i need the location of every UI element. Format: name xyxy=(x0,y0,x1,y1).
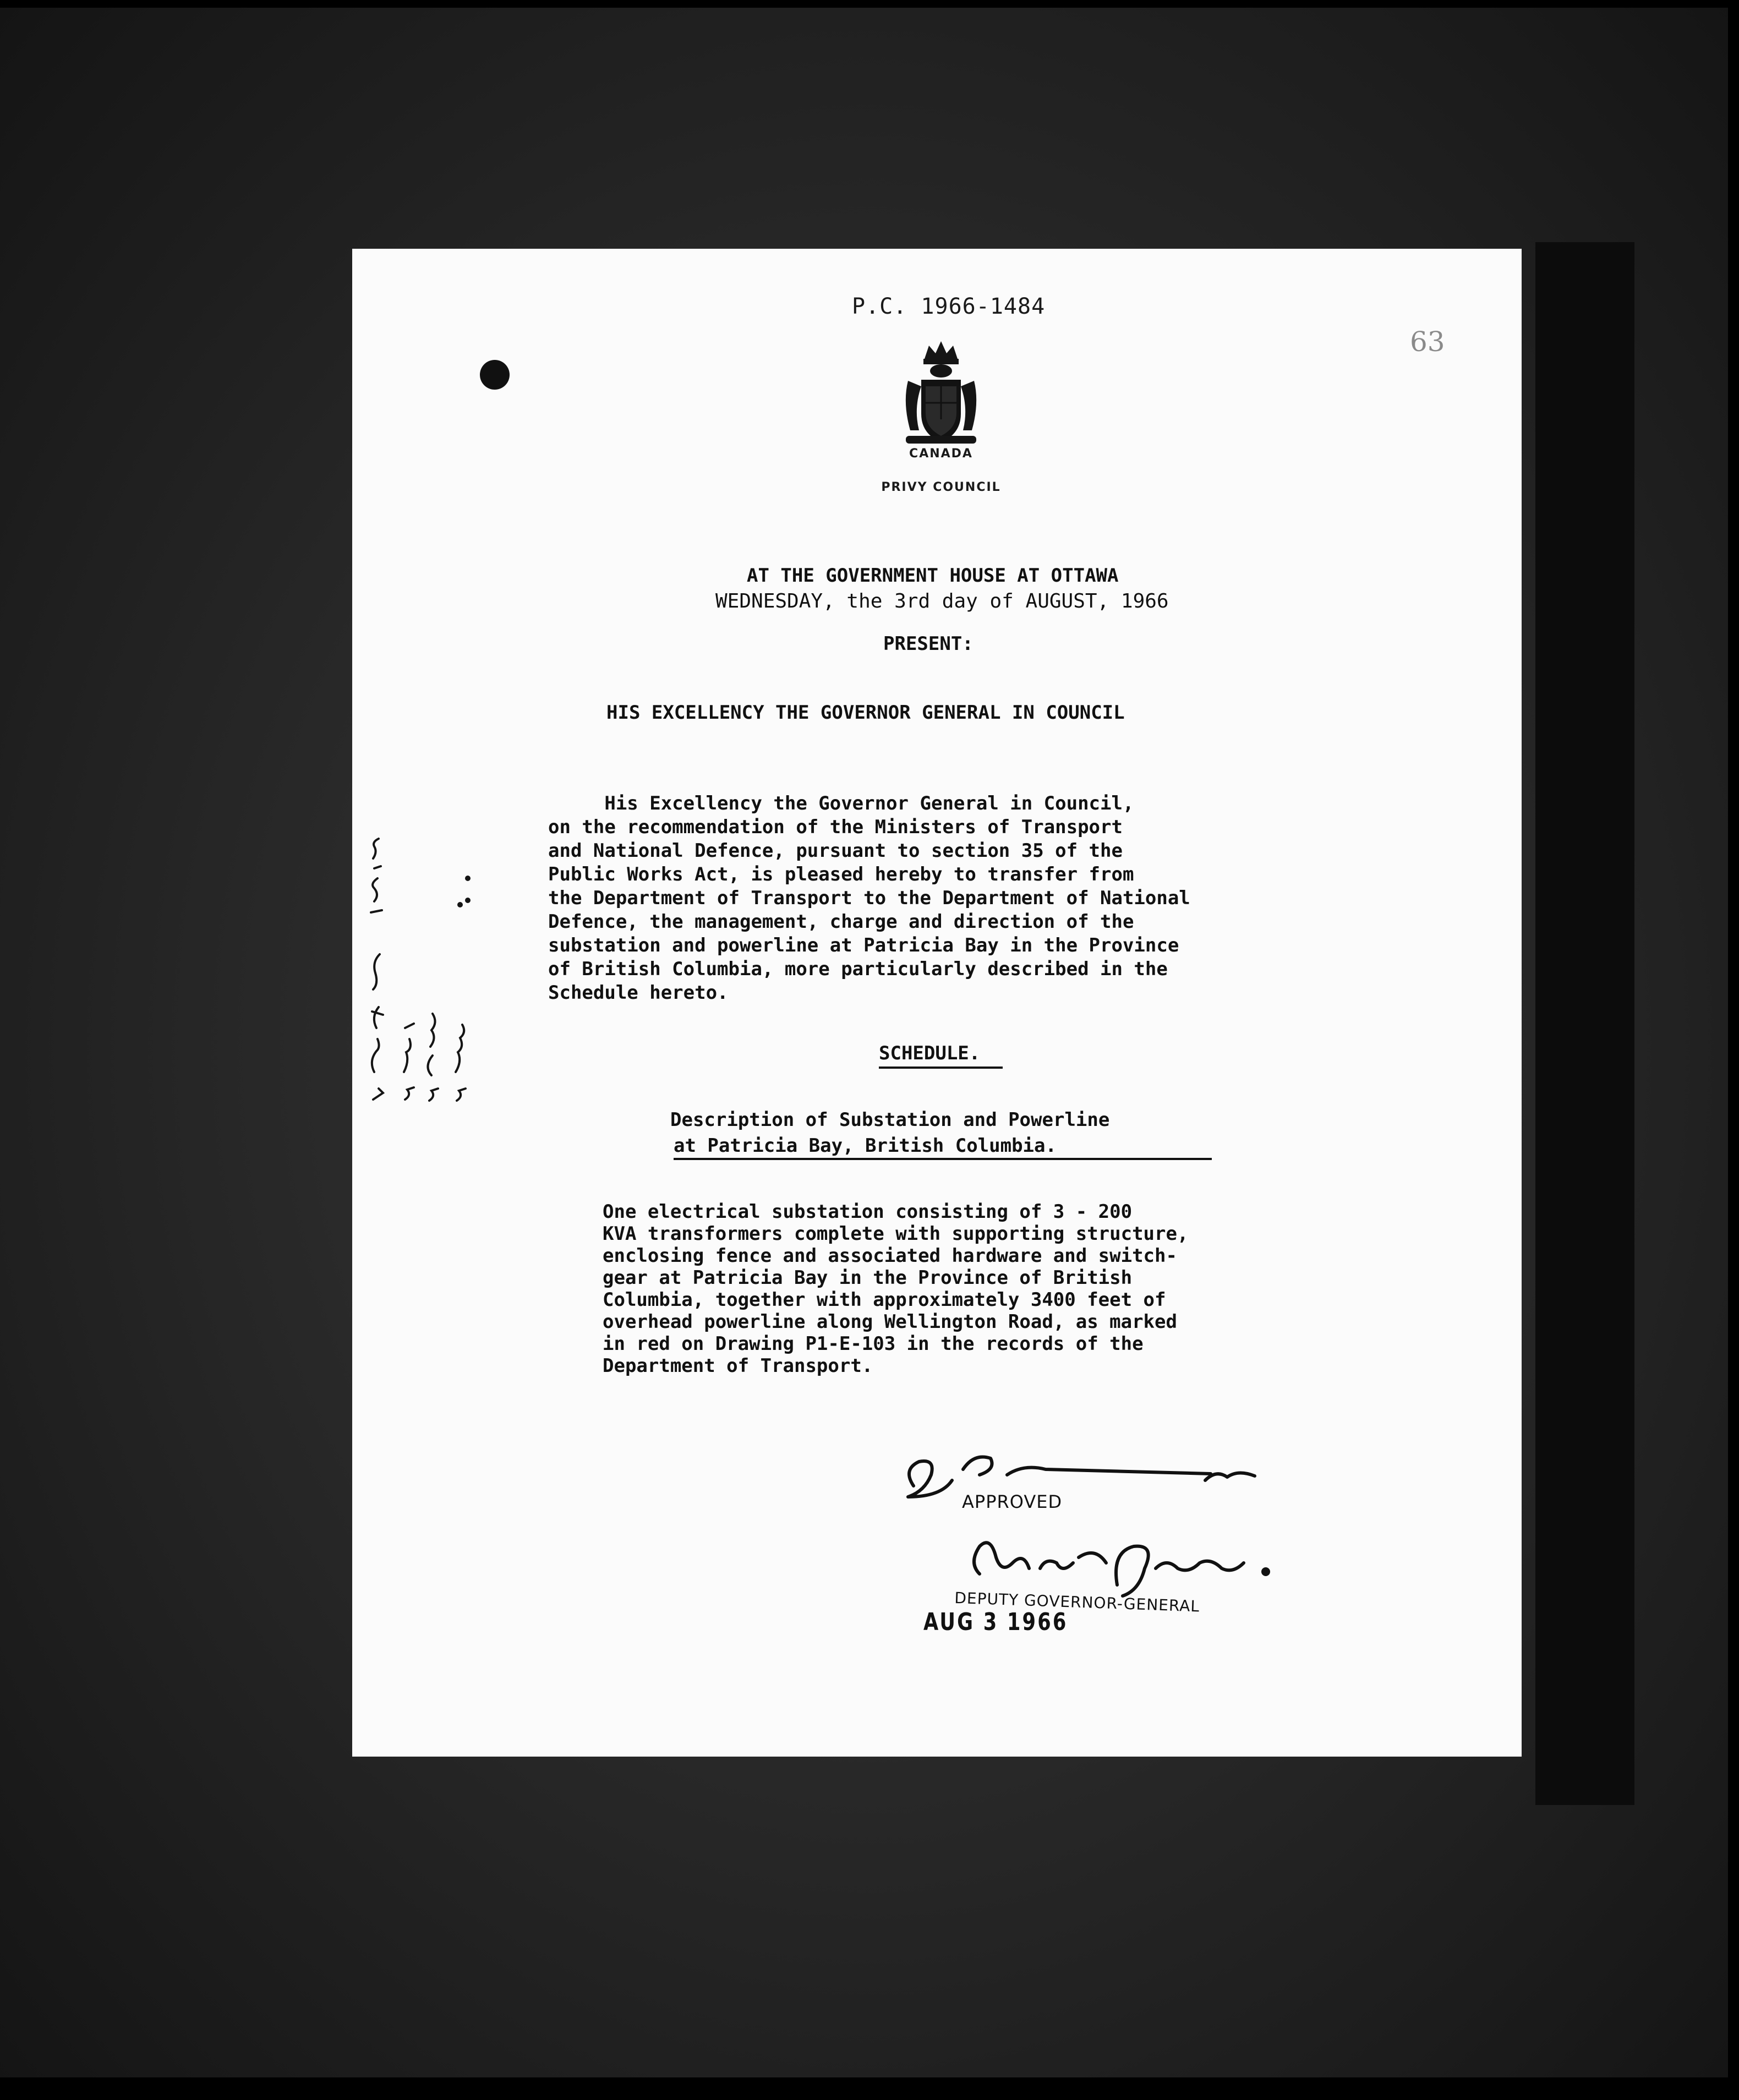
schedule-description-line-2: at Patricia Bay, British Columbia. xyxy=(674,1135,1057,1157)
schedule-line: overhead powerline along Wellington Road, as marked xyxy=(603,1311,1177,1333)
meeting-place: AT THE GOVERNMENT HOUSE AT OTTAWA xyxy=(747,565,1119,587)
order-line: substation and powerline at Patricia Bay in the Province xyxy=(548,934,1179,956)
order-line: and National Defence, pursuant to section 35 of the xyxy=(548,840,1123,862)
shadow-strip xyxy=(1535,242,1634,1805)
page-number: 63 xyxy=(1410,326,1445,358)
schedule-description-line-1: Description of Substation and Powerline xyxy=(670,1109,1110,1131)
schedule-title-underline xyxy=(879,1067,1003,1069)
order-line: of British Columbia, more particularly described in the xyxy=(548,958,1168,980)
handwritten-margin-notes xyxy=(352,830,484,1105)
punch-hole xyxy=(480,360,510,390)
schedule-description-underline xyxy=(674,1158,1212,1160)
order-line: Defence, the management, charge and direction of the xyxy=(548,911,1134,933)
schedule-line: Columbia, together with approximately 3400 feet of xyxy=(603,1289,1166,1311)
order-line: His Excellency the Governor General in Council, xyxy=(548,792,1134,814)
order-number: P.C. 1966-1484 xyxy=(852,294,1046,319)
order-line: Schedule hereto. xyxy=(548,982,729,1004)
film-edge-top xyxy=(0,0,1739,8)
film-edge-right xyxy=(1728,0,1739,2100)
schedule-title: SCHEDULE. xyxy=(879,1042,981,1064)
country-label: CANADA xyxy=(909,447,973,461)
schedule-line: in red on Drawing P1-E-103 in the records of the xyxy=(603,1333,1144,1355)
schedule-line: gear at Patricia Bay in the Province of British xyxy=(603,1267,1133,1289)
order-line: the Department of Transport to the Department of National xyxy=(548,887,1190,909)
attendee-line: HIS EXCELLENCY THE GOVERNOR GENERAL IN COUNCIL xyxy=(606,702,1125,724)
order-line: Public Works Act, is pleased hereby to transfer from xyxy=(548,863,1134,885)
meeting-date: WEDNESDAY, the 3rd day of AUGUST, 1966 xyxy=(715,590,1169,612)
schedule-line: One electrical substation consisting of 3 - 200 xyxy=(603,1201,1133,1223)
coat-of-arms-icon xyxy=(897,337,985,447)
order-line: on the recommendation of the Ministers of Transport xyxy=(548,816,1123,838)
approval-date-stamp: AUG 3 1966 xyxy=(923,1608,1068,1636)
schedule-line: KVA transformers complete with supporting structure, xyxy=(603,1223,1189,1245)
schedule-line: Department of Transport. xyxy=(603,1355,873,1377)
schedule-line: enclosing fence and associated hardware and switch- xyxy=(603,1245,1177,1267)
approved-stamp: APPROVED xyxy=(962,1491,1063,1512)
privy-council-label: PRIVY COUNCIL xyxy=(881,480,1001,494)
handwritten-signatures xyxy=(881,1409,1299,1684)
present-label: PRESENT: xyxy=(883,633,974,655)
film-edge-bottom xyxy=(0,2077,1739,2100)
deputy-governor-general-stamp: DEPUTY GOVERNOR-GENERAL xyxy=(954,1589,1200,1616)
